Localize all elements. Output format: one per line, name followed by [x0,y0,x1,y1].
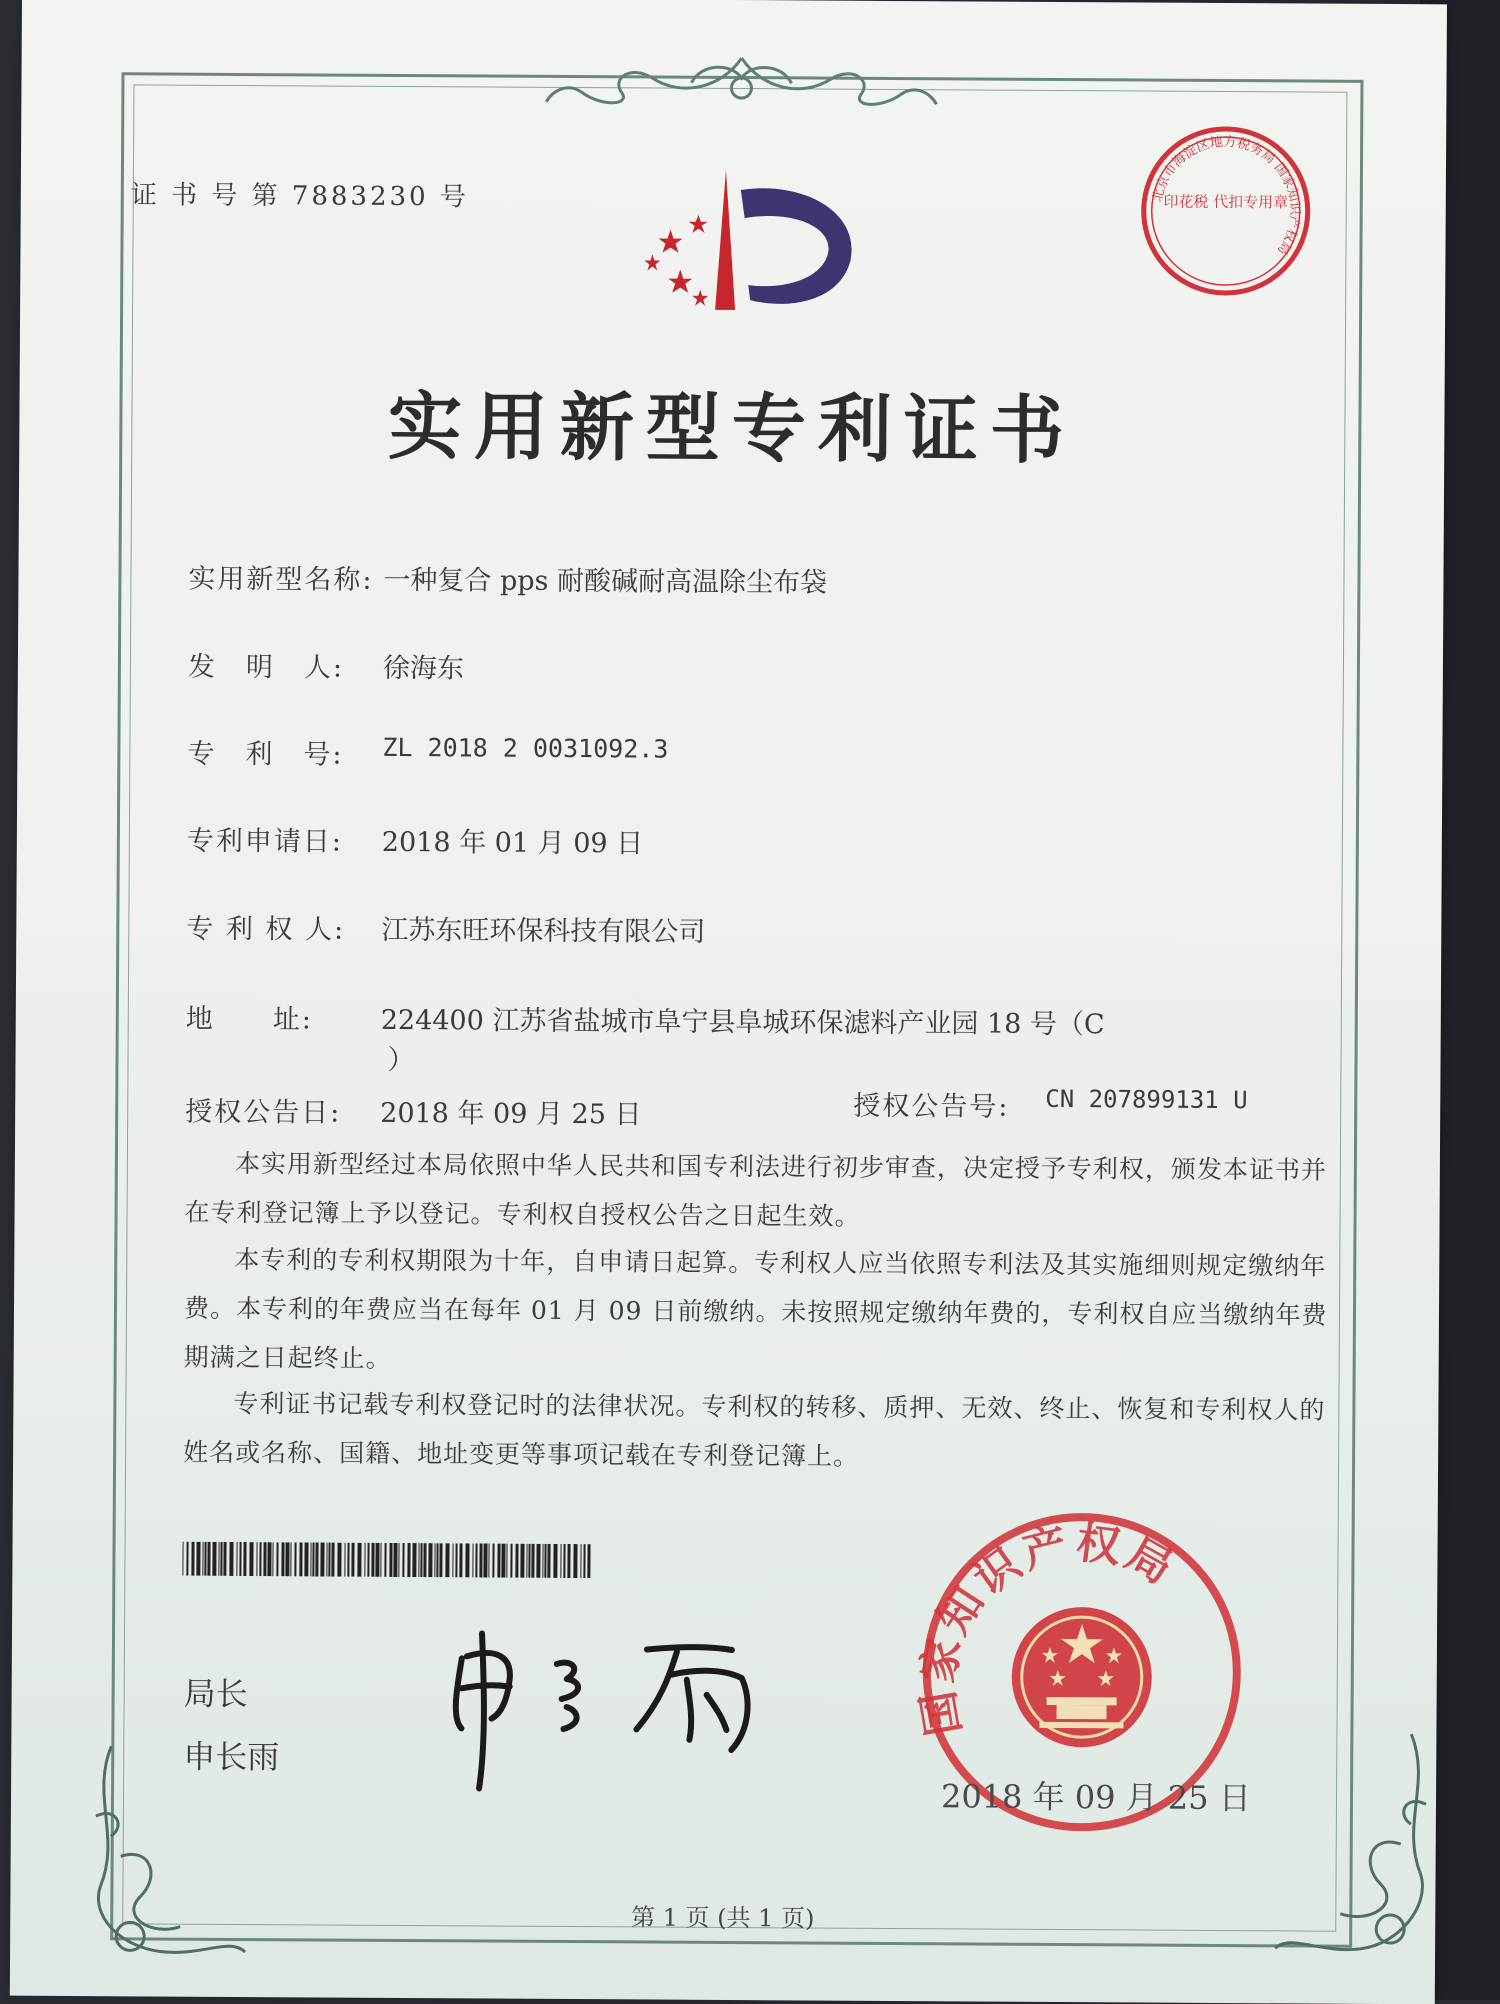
barcode-bar [207,1542,210,1576]
field-label-name: 实用新型名称: [188,563,374,596]
barcode-bar [407,1543,410,1577]
barcode-bar [439,1543,442,1577]
barcode-bar [420,1543,422,1577]
barcode-bar [299,1542,302,1576]
barcode-bar [259,1542,261,1576]
barcode-bar [375,1543,379,1577]
ipo-seal-ring-text: 国家知识产权局 [912,1517,1185,1740]
barcode-bar [531,1544,534,1578]
barcode-bar [436,1543,438,1577]
field-value-address-line1: 224400 江苏省盐城市阜宁县阜城环保滤料产业园 18 号（C [380,1004,1105,1041]
barcode-bar [310,1542,311,1576]
barcode-bar [236,1542,237,1576]
field-label-address: 地 址: [185,1003,313,1036]
barcode-bar [276,1542,278,1576]
barcode-bar [479,1543,482,1577]
barcode-bar [357,1543,361,1577]
barcode-bar [344,1543,345,1577]
barcode-bar [328,1543,330,1577]
barcode-bar [573,1544,577,1578]
barcode-bar [337,1543,341,1577]
barcode-bar [331,1543,334,1577]
barcode-bar [320,1543,324,1577]
barcode-bar [553,1544,557,1578]
barcode-bar [560,1544,561,1578]
field-value-grant-number: CN 207899131 U [1045,1084,1248,1115]
barcode-bar [239,1542,241,1576]
field-value-patent-number: ZL 2018 2 0031092.3 [382,732,669,764]
barcode-bar [459,1543,462,1577]
barcode-bar [412,1543,416,1577]
barcode-bar [547,1544,550,1578]
barcode-bar [563,1544,565,1578]
barcode-bar [520,1544,524,1578]
barcode-bar [428,1543,432,1577]
barcode-bar [402,1543,404,1577]
field-label-patent-number: 专 利 号: [187,738,344,771]
barcode-bar [510,1544,512,1578]
stamp-duty-seal-center-text: 印花税 代扣专用章 [1163,192,1289,212]
barcode-bar [488,1544,489,1578]
barcode-bar [452,1543,453,1577]
director-title: 局长 [183,1674,248,1714]
barcode-bar [218,1542,219,1576]
stamp-duty-seal-ring-text: 北京市海淀区地方税务局 国家知识产权局 [1150,134,1302,258]
barcode [182,1542,592,1579]
barcode-bar [304,1542,308,1576]
barcode-bar [418,1543,419,1577]
barcode-bar [191,1542,194,1576]
field-label-application-date: 专利申请日: [186,825,344,858]
barcode-bar [315,1542,318,1576]
page-title: 实用新型专利证书 [387,383,1077,475]
director-signature [431,1618,792,1800]
corner-ornament-right [1270,1723,1442,1984]
barcode-bar [351,1543,354,1577]
field-value-address-line2: ） [387,1044,415,1077]
barcode-bar [263,1542,266,1576]
barcode-bar [223,1542,226,1576]
barcode-bar [536,1544,540,1578]
barcode-bar [384,1543,386,1577]
barcode-bar [455,1543,457,1577]
certificate-page [10,0,1447,2004]
barcode-bar [567,1544,570,1578]
barcode-bar [249,1542,253,1576]
barcode-bar [583,1544,585,1578]
barcode-bar [312,1542,314,1576]
barcode-bar [229,1542,233,1576]
barcode-bar [434,1543,435,1577]
barcode-bar [501,1544,505,1578]
barcode-bar [497,1544,500,1578]
barcode-bar [196,1542,200,1576]
barcode-bar [528,1544,530,1578]
top-ornament [541,47,941,119]
field-value-inventor: 徐海东 [382,652,465,685]
barcode-bar [506,1544,507,1578]
barcode-bar [212,1542,216,1576]
page-number: 第 1 页 (共 1 页) [630,1903,815,1933]
barcode-bar [243,1542,246,1576]
barcode-bar [371,1543,374,1577]
field-value-patentee: 江苏东旺环保科技有限公司 [381,914,706,948]
stamp-duty-seal [1135,120,1316,301]
barcode-bar [182,1542,183,1576]
barcode-bar [220,1542,222,1576]
barcode-bar [544,1544,546,1578]
barcode-bar [285,1542,289,1576]
barcode-bar [367,1543,369,1577]
barcode-bar [380,1543,381,1577]
barcode-bar [492,1544,494,1578]
barcode-bar [290,1542,291,1576]
seal-date: 2018 年 09 月 25 日 [940,1777,1251,1818]
barcode-bar [526,1544,527,1578]
barcode-bar [472,1543,473,1577]
certificate-number: 证 书 号 第 7883230 号 [130,180,470,213]
field-label-inventor: 发 明 人: [187,651,345,684]
barcode-bar [465,1543,469,1577]
barcode-bar [393,1543,397,1577]
paragraph-review: 本实用新型经过本局依照中华人民共和国专利法进行初步审查，决定授予专利权，颁发本证书并在专利登记簿上予以登记。专利权自授权公告之日起生效。 [184,1148,1327,1231]
barcode-bar [580,1544,581,1578]
barcode-bar [256,1542,257,1576]
barcode-bar [326,1543,327,1577]
barcode-bar [272,1542,273,1576]
barcode-bar [364,1543,365,1577]
barcode-bar [281,1542,284,1576]
barcode-bar [483,1543,487,1577]
barcode-bar [204,1542,206,1576]
paragraph-legal-status: 专利证书记载专利权登记时的法律状况。专利权的转移、质押、无效、终止、恢复和专利权人的姓名或名称、国籍、地址变更等事项记载在专利登记簿上。 [183,1388,1326,1471]
barcode-bar [202,1542,203,1576]
barcode-bar [475,1543,477,1577]
barcode-bar [542,1544,543,1578]
barcode-bar [445,1543,449,1577]
barcode-bar [389,1543,392,1577]
paragraph-term: 本专利的专利权期限为十年，自申请日起算。专利权人应当依照专利法及其实施细则规定缴纳年费。本专利的年费应当在每年 01 月 09 日前缴纳。未按照规定缴纳年费的，专利权自应当缴纳年费期满之日起终止。 [183,1244,1328,1373]
barcode-bar [347,1543,349,1577]
field-value-application-date: 2018 年 01 月 09 日 [381,826,644,860]
barcode-bar [267,1542,271,1576]
barcode-bar [423,1543,426,1577]
field-label-grant-number: 授权公告号: [853,1090,1010,1123]
patent-office-logo [640,169,881,340]
barcode-bar [294,1542,296,1576]
barcode-bar [515,1544,518,1578]
field-label-patentee: 专 利 权 人: [186,913,346,946]
director-name: 申长雨 [183,1737,280,1777]
field-value-grant-date: 2018 年 09 月 25 日 [380,1097,642,1131]
barcode-bar [587,1544,590,1578]
field-label-grant-date: 授权公告日: [185,1096,342,1129]
field-value-name: 一种复合 pps 耐酸碱耐高温除尘布袋 [383,564,828,599]
barcode-bar [398,1543,399,1577]
barcode-bar [186,1542,188,1576]
